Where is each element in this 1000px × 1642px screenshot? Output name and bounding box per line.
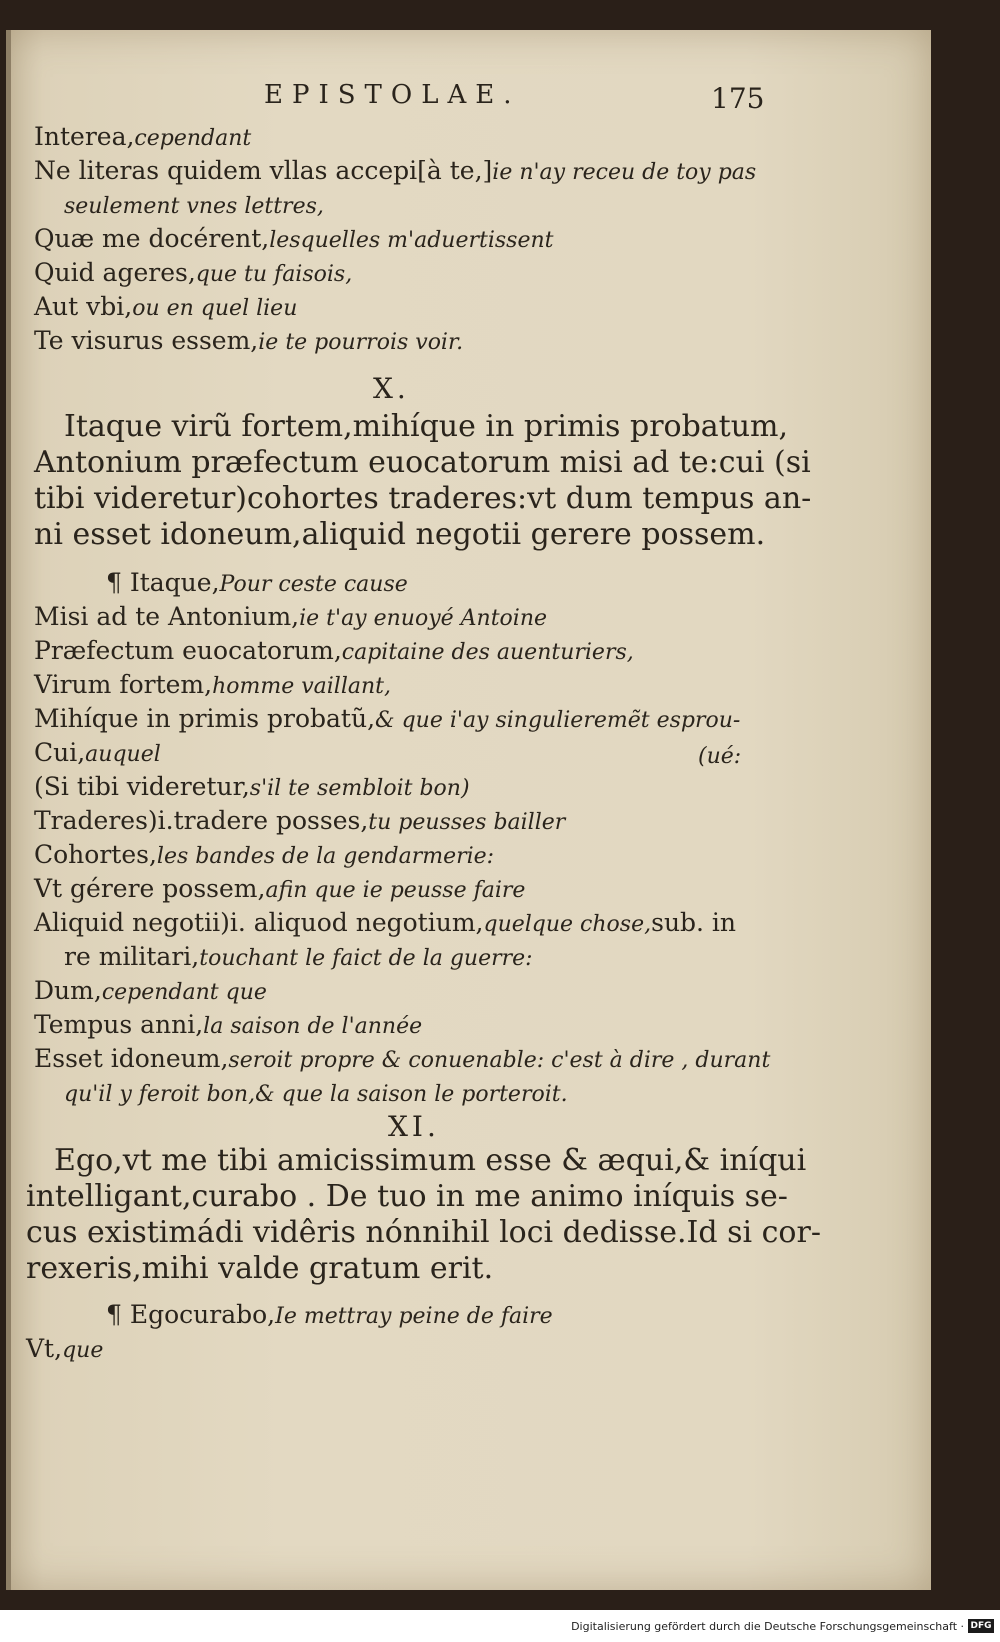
margin-note: (ué: [698,744,742,769]
gloss-line: Aliquid negotii)i. aliquod negotium,quelque chose,sub. in [34,908,737,937]
gloss-line: Vt,que [26,1334,104,1363]
digitization-footer [0,1612,1000,1642]
gloss-line: (Si tibi videretur,s'il te sembloit bon) [34,772,470,801]
gloss-line: Te visurus essem,ie te pourrois voir. [34,326,464,355]
running-head: EPISTOLAE. [264,80,521,110]
gloss-line: Traderes)i.tradere posses,tu peusses bailler [34,806,566,835]
page-edge [6,30,11,1590]
gloss-line: Præfectum euocatorum,capitaine des auenturiers, [34,636,634,665]
paragraph-line: Itaque virũ fortem,mihíque in primis probatum, [64,409,789,444]
dfg-logo: DFG [968,1619,994,1633]
gloss-line: ¶ Itaque,Pour ceste cause [106,568,408,597]
gloss-line: Esset idoneum,seroit propre & conuenable: c'est à dire , durant [34,1044,771,1073]
gloss-line: Ne literas quidem vllas accepi[à te,]ie n'ay receu de toy pas [34,156,757,185]
gloss-line: Vt gérere possem,afin que ie peusse faire [34,874,526,903]
gloss-line: re militari,touchant le faict de la guerre: [64,942,533,971]
gloss-line: seulement vnes lettres, [64,194,324,219]
gloss-line: Aut vbi,ou en quel lieu [34,292,298,321]
gloss-line: Dum,cependant que [34,976,267,1005]
gloss-line: Misi ad te Antonium,ie t'ay enuoyé Antoine [34,602,548,631]
gloss-line: Tempus anni,la saison de l'année [34,1010,423,1039]
paragraph-line: ni esset idoneum,aliquid negotii gerere possem. [34,517,766,552]
paragraph-line: intelligant,curabo . De tuo in me animo iníquis se- [26,1179,788,1214]
gloss-line: qu'il y feroit bon,& que la saison le porteroit. [64,1082,568,1107]
paragraph-line: rexeris,mihi valde gratum erit. [26,1251,494,1286]
gloss-line: Mihíque in primis probatũ,& que i'ay singulieremẽt esprou- [34,704,741,733]
section-number: X. [373,372,410,405]
paragraph-line: Antonium præfectum euocatorum misi ad te:cui (si [34,445,811,480]
gloss-line: Cohortes,les bandes de la gendarmerie: [34,840,495,869]
gloss-line: Quæ me docérent,lesquelles m'aduertissent [34,224,554,253]
section-number: XI. [388,1110,440,1143]
gloss-line: Interea,cependant [34,122,252,151]
gloss-line: Quid ageres,que tu faisois, [34,258,353,287]
funding-notice: Digitalisierung gefördert durch die Deutsche Forschungsgemeinschaft · [571,1620,964,1633]
paragraph-line: Ego,vt me tibi amicissimum esse & æqui,& iníqui [54,1143,807,1178]
gloss-line: Cui,auquel [34,738,161,767]
paragraph-line: tibi videretur)cohortes traderes:vt dum tempus an- [34,481,812,516]
page-header [6,80,931,120]
page-number: 175 [711,82,765,115]
gloss-line: Virum fortem,homme vaillant, [34,670,391,699]
book-page [6,30,931,1590]
gloss-line: ¶ Egocurabo,Ie mettray peine de faire [106,1300,553,1329]
paragraph-line: cus existimádi vidêris nónnihil loci dedisse.Id si cor- [26,1215,821,1250]
